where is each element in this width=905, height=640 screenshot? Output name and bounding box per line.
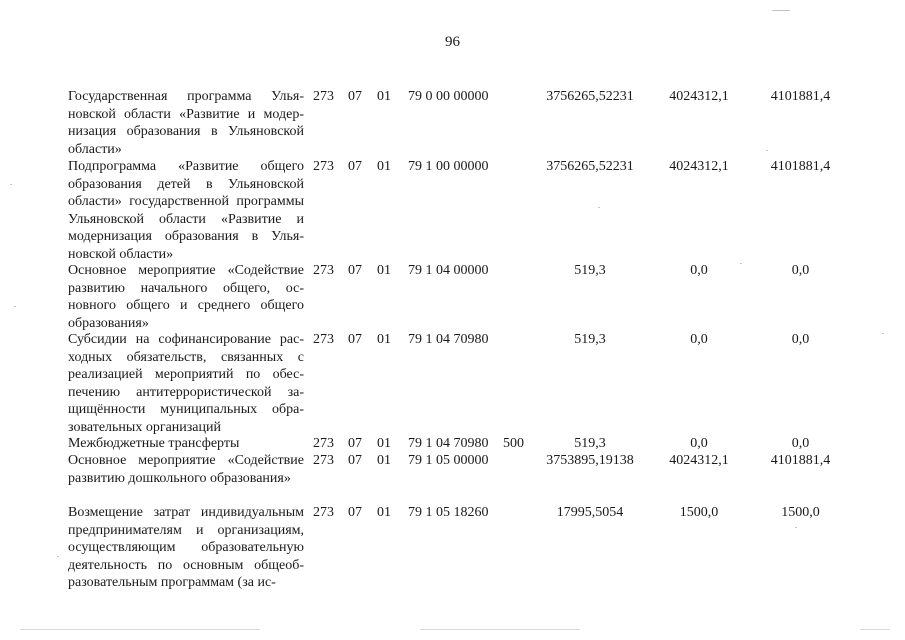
amount-year-3: 0,0	[791, 332, 810, 347]
subsection-code: 01	[377, 453, 391, 468]
row-name: Подпрограмма «Развитие общего образования детей в Ульяновской области» государственной программы Ульяновской области «Развитие и модернизация образования в Ульяновской области»	[68, 159, 304, 262]
amount-year-3: 0,0	[791, 263, 810, 278]
amount-year-2: 0,0	[690, 332, 708, 347]
row-name: Основное мероприятие «Содействие развитию начального общего, основного общего и среднего общего образования»	[68, 263, 304, 331]
amount-year-1: 519,3	[574, 436, 606, 451]
section-code: 07	[348, 436, 362, 451]
row-name: Возмещение затрат индивидуальным предпринимателям и организациям, осуществляющим образовательную деятельность по основным общеобразовательным программам (за ис-	[68, 505, 304, 591]
section-code: 07	[348, 263, 362, 278]
grbs-code: 273	[313, 89, 334, 104]
amount-year-1: 519,3	[574, 263, 606, 278]
target-article-code: 79 1 04 00000	[408, 263, 489, 278]
section-code: 07	[348, 505, 362, 520]
target-article-code: 79 1 04 70980	[408, 332, 489, 347]
amount-year-3: 1500,0	[781, 505, 820, 520]
grbs-code: 273	[313, 505, 334, 520]
section-code: 07	[348, 159, 362, 174]
grbs-code: 273	[313, 453, 334, 468]
amount-year-3: 4101881,4	[770, 453, 831, 468]
row-name: Основное мероприятие «Содействие развитию дошкольного образования»	[68, 453, 304, 486]
section-code: 07	[348, 89, 362, 104]
subsection-code: 01	[377, 436, 391, 451]
amount-year-2: 1500,0	[679, 505, 719, 520]
target-article-code: 79 1 05 00000	[408, 453, 489, 468]
amount-year-2: 0,0	[690, 436, 708, 451]
row-name: Субсидии на софинансирование расходных обязательств, связанных с реализацией мероприятий по обеспечению антитеррористической защищённости муниципальных образовательных организаций	[68, 332, 304, 435]
section-code: 07	[348, 453, 362, 468]
section-code: 07	[348, 332, 362, 347]
grbs-code: 273	[313, 159, 334, 174]
row-name: Межбюджетные трансферты	[68, 436, 240, 451]
amount-year-2: 4024312,1	[669, 453, 729, 468]
target-article-code: 79 1 05 18260	[408, 505, 489, 520]
grbs-code: 273	[313, 263, 334, 278]
subsection-code: 01	[377, 263, 391, 278]
grbs-code: 273	[313, 332, 334, 347]
subsection-code: 01	[377, 505, 391, 520]
amount-year-3: 4101881,4	[770, 159, 831, 174]
amount-year-2: 4024312,1	[669, 89, 729, 104]
subsection-code: 01	[377, 332, 391, 347]
target-article-code: 79 0 00 00000	[408, 89, 489, 104]
amount-year-1: 3756265,52231	[546, 159, 634, 174]
amount-year-1: 519,3	[574, 332, 606, 347]
amount-year-3: 0,0	[791, 436, 810, 451]
subsection-code: 01	[377, 89, 391, 104]
page-number: 96	[445, 34, 460, 50]
amount-year-1: 3756265,52231	[546, 89, 634, 104]
expense-type-code: 500	[503, 436, 524, 451]
subsection-code: 01	[377, 159, 391, 174]
amount-year-2: 4024312,1	[669, 159, 729, 174]
amount-year-2: 0,0	[690, 263, 708, 278]
target-article-code: 79 1 00 00000	[408, 159, 489, 174]
row-name: Государственная программа Ульяновской области «Развитие и модернизация образования в Ульяновской области»	[68, 89, 304, 157]
grbs-code: 273	[313, 436, 334, 451]
amount-year-1: 17995,5054	[556, 505, 624, 520]
target-article-code: 79 1 04 70980	[408, 436, 489, 451]
amount-year-3: 4101881,4	[770, 89, 831, 104]
amount-year-1: 3753895,19138	[546, 453, 634, 468]
